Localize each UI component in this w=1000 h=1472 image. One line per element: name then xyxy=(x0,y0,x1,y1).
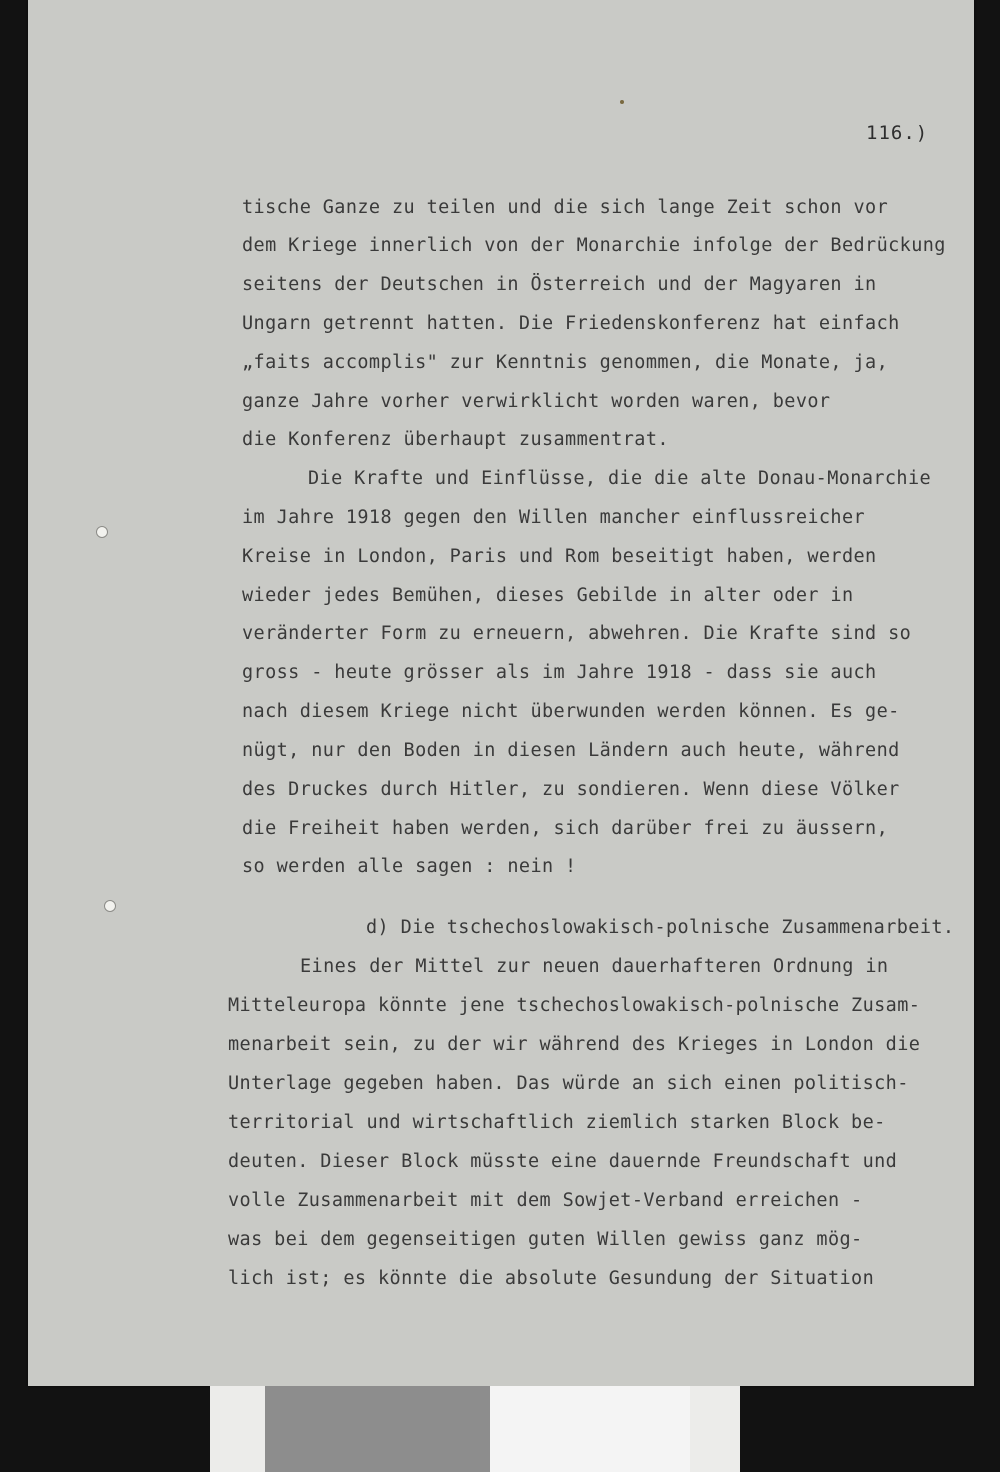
page-number: 116.) xyxy=(866,122,929,144)
punch-hole xyxy=(96,526,108,538)
text-line: Eines der Mittel zur neuen dauerhafteren Ordnung in xyxy=(300,956,889,977)
section-heading: d) Die tschechoslowakisch-polnische Zusammenarbeit. xyxy=(366,917,955,938)
text-line: des Druckes durch Hitler, zu sondieren. Wenn diese Völker xyxy=(242,779,900,800)
text-line: was bei dem gegenseitigen guten Willen gewiss ganz mög- xyxy=(228,1229,863,1250)
text-line: im Jahre 1918 gegen den Willen mancher einflussreicher xyxy=(242,507,866,528)
text-line: so werden alle sagen : nein ! xyxy=(242,856,577,877)
text-line: Mitteleuropa könnte jene tschechoslowakisch-polnische Zusam- xyxy=(228,995,921,1016)
paper-speck xyxy=(620,100,624,104)
text-line: volle Zusammenarbeit mit dem Sowjet-Verband erreichen - xyxy=(228,1190,863,1211)
document-page xyxy=(28,0,974,1386)
text-line: territorial und wirtschaftlich ziemlich starken Block be- xyxy=(228,1112,886,1133)
white-card xyxy=(490,1386,690,1472)
text-line: die Freiheit haben werden, sich darüber frei zu äussern, xyxy=(242,818,889,839)
text-line: die Konferenz überhaupt zusammentrat. xyxy=(242,429,669,450)
text-line: dem Kriege innerlich von der Monarchie infolge der Bedrückung xyxy=(242,235,946,256)
text-line: seitens der Deutschen in Österreich und der Magyaren in xyxy=(242,274,877,295)
text-line: lich ist; es könnte die absolute Gesundung der Situation xyxy=(228,1268,875,1289)
text-line: tische Ganze zu teilen und die sich lange Zeit schon vor xyxy=(242,197,889,218)
text-line: menarbeit sein, zu der wir während des Krieges in London die xyxy=(228,1034,921,1055)
text-line: Die Krafte und Einflüsse, die die alte Donau-Monarchie xyxy=(308,468,932,489)
text-line: nügt, nur den Boden in diesen Ländern auch heute, während xyxy=(242,740,900,761)
text-line: veränderter Form zu erneuern, abwehren. Die Krafte sind so xyxy=(242,623,912,644)
text-line: Kreise in London, Paris und Rom beseitigt haben, werden xyxy=(242,546,877,567)
text-line: „faits accomplis" zur Kenntnis genommen, die Monate, ja, xyxy=(242,352,889,373)
text-line: nach diesem Kriege nicht überwunden werden können. Es ge- xyxy=(242,701,900,722)
punch-hole xyxy=(104,900,116,912)
text-line: Unterlage gegeben haben. Das würde an sich einen politisch- xyxy=(228,1073,909,1094)
text-line: deuten. Dieser Block müsste eine dauernde Freundschaft und xyxy=(228,1151,898,1172)
text-line: ganze Jahre vorher verwirklicht worden waren, bevor xyxy=(242,391,831,412)
text-line: gross - heute grösser als im Jahre 1918 - dass sie auch xyxy=(242,662,877,683)
text-line: Ungarn getrennt hatten. Die Friedenskonferenz hat einfach xyxy=(242,313,900,334)
grey-card xyxy=(265,1386,490,1472)
text-line: wieder jedes Bemühen, dieses Gebilde in alter oder in xyxy=(242,585,854,606)
